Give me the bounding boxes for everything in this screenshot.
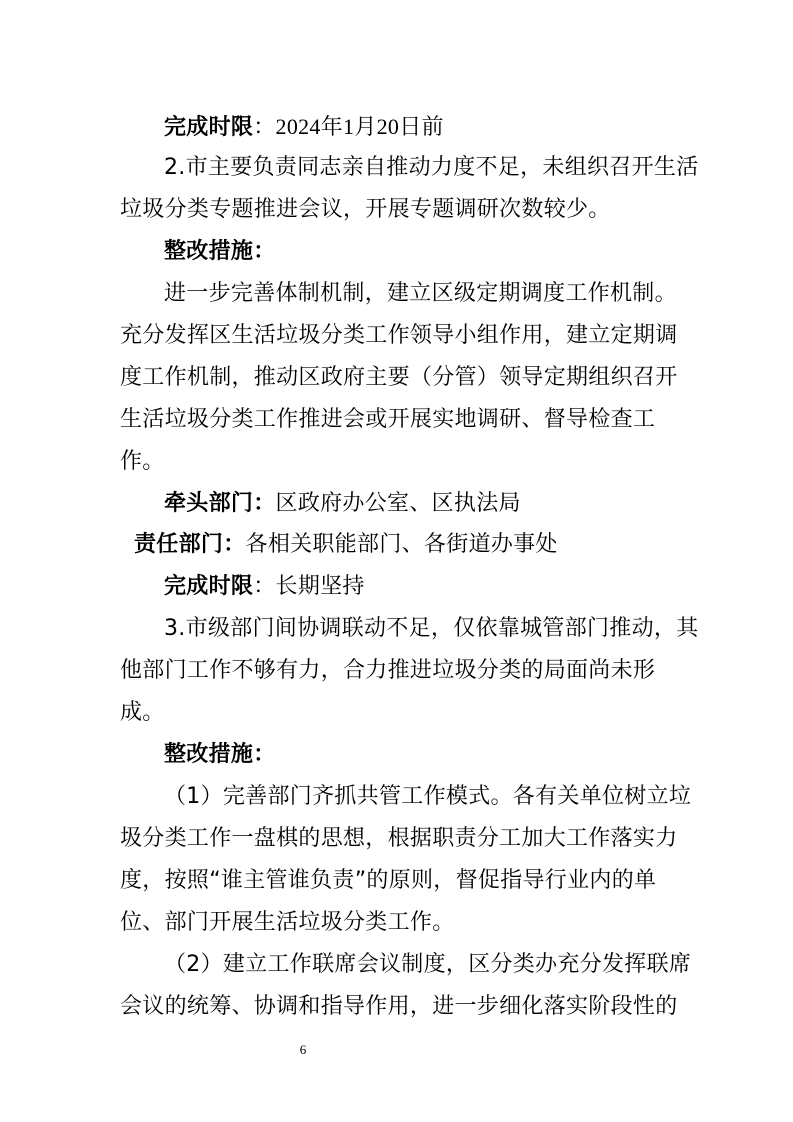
page-number: 6 [299,1042,307,1057]
measures-heading-3: 整改措施： [164,742,276,767]
resp-dept-line [134,530,558,560]
deadline-line-2 [164,572,365,602]
measure-3-1-line-1: （1）完善部门齐抓共管工作模式。各有关单位树立垃 [164,784,692,809]
measure-2-line-4: 生活垃圾分类工作推进会或开展实地调研、督导检查工 [120,407,656,432]
issue-2-line-1: 2.市主要负责同志亲自推动力度不足，未组织召开生活 [164,155,699,180]
resp-dept-value: 各相关职能部门、各街道办事处 [245,532,558,557]
measure-3-2-line-1: （2）建立工作联席会议制度，区分类办充分发挥联席 [164,952,692,977]
deadline-label-2: 完成时限 [164,574,254,599]
measure-2-line-3: 度工作机制，推动区政府主要（分管）领导定期组织召开 [120,365,678,390]
deadline-sep-2: ： [253,574,276,599]
deadline-value: 2024年1月20日前 [275,114,444,139]
measure-2-line-2: 充分发挥区生活垃圾分类工作领导小组作用，建立定期调 [120,323,678,348]
measures-heading-2: 整改措施： [164,239,276,264]
measure-2-line-5: 作。 [120,449,165,474]
deadline-line-1 [164,112,444,143]
resp-dept-label: 责任部门： [134,532,246,557]
measure-3-1-line-4: 位、部门开展生活垃圾分类工作。 [120,910,455,935]
lead-dept-line [164,489,521,519]
measure-3-1-line-3: 度，按照“谁主管谁负责”的原则，督促指导行业内的单 [120,868,657,893]
deadline-value-2: 长期坚持 [275,574,365,599]
issue-3-line-3: 成。 [120,700,165,725]
issue-3-line-2: 他部门工作不够有力，合力推进垃圾分类的局面尚未形 [120,658,656,683]
deadline-label: 完成时限 [164,115,254,140]
deadline-sep: ： [253,115,276,140]
lead-dept-value: 区政府办公室、区执法局 [275,491,521,516]
issue-3-line-1: 3.市级部门间协调联动不足，仅依靠城管部门推动，其 [164,616,699,641]
issue-2-line-2: 垃圾分类专题推进会议，开展专题调研次数较少。 [120,197,611,222]
measure-2-line-1: 进一步完善体制机制，建立区级定期调度工作机制。 [164,281,677,306]
measure-3-2-line-2: 会议的统筹、协调和指导作用，进一步细化落实阶段性的 [120,994,678,1019]
measure-3-1-line-2: 圾分类工作一盘棋的思想，根据职责分工加大工作落实力 [120,826,678,851]
lead-dept-label: 牵头部门： [164,491,276,516]
